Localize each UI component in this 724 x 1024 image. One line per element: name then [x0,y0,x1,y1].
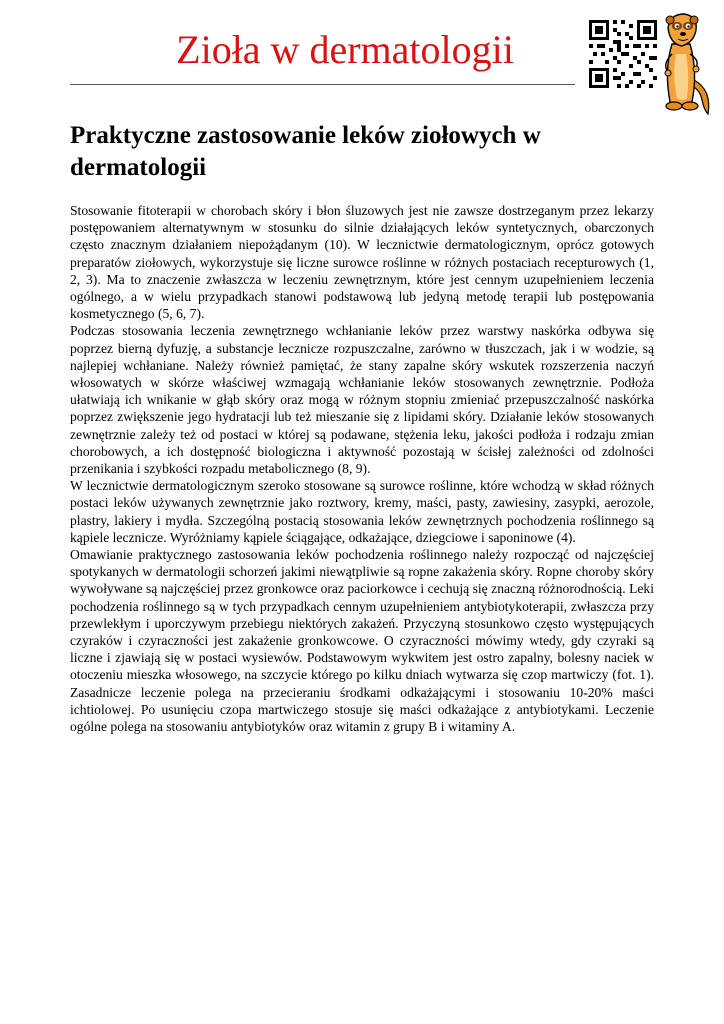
paragraph: Omawianie praktycznego zastosowania leków pochodzenia roślinnego należy rozpocząć od najczęściej spotykanych w dermatologii schorzeń jakimi niewątpliwie są ropne zakażenia skóry. Ropne choroby skóry wywoływane są najczęściej przez gronkowce oraz paciorkowce i cechują się znaczną różnorodnością. Leki pochodzenia roślinnego są w tych przypadkach cennym uzupełnieniem antybiotykoterapii, zwłaszcza przy przewlekłym i uporczywym przebiegu niektórych zakażeń. Przyczyną stosunkowo często występujących czyraków i czyraczności jest zakażenie gronkowcowe. O czyraczności mówimy wtedy, gdy czyraki są liczne i zjawiają się w postaci wysiewów. Podstawowym wykwitem jest ostro zapalny, bolesny naciek w otoczeniu mieszka włosowego, na szczycie którego po kilku dniach wytwarza się czop martwiczy (fot. 1). Zasadnicze leczenie polega na przecieraniu środkami odkażającymi i stosowaniu 10-20% maści ichtiolowej. Po usunięciu czopa martwiczego stosuje się maści odkażające z antybiotykami. Leczenie ogólne polega na stosowaniu antybiotyków oraz witamin z grupy B i witaminy A. [70,547,654,735]
qr-code-icon[interactable] [587,18,659,90]
article-heading: Praktyczne zastosowanie leków ziołowych w dermatologii [70,122,541,181]
article-body [70,202,654,735]
paragraph: Stosowanie fitoterapii w chorobach skóry i błon śluzowych jest nie zawsze dostrzeganym przez lekarzy postępowaniem alternatywnym w stosunku do silnie działających leków syntetycznych, obarczonych często znacznym działaniem niepożądanym (10). W lecznictwie dermatologicznym, oprócz gotowych preparatów ziołowych, wykorzystuje się liczne surowce roślinne w różnych postaciach recepturowych (1, 2, 3). Ma to znaczenie zwłaszcza w leczeniu zewnętrznym, które jest cennym uzupełnieniem leczenia ogólnego, a w wielu przypadkach stanowi podstawową lub jedyną metodę terapii lub postępowania kosmetycznego (5, 6, 7). [70,203,654,322]
paragraph: W lecznictwie dermatologicznym szeroko stosowane są surowce roślinne, które wchodzą w skład różnych postaci leków używanych zewnętrznie jako roztwory, kremy, maści, pasty, zawiesiny, zasypki, aerozole, plastry, lakiery i mydła. Szczególną postacią stosowania leków zewnętrznych pochodzenia roślinnego są kąpiele lecznicze. Wyróżniamy kąpiele ściągające, odkażające, dziegciowe i saponinowe (4). [70,478,654,545]
header-divider [70,84,575,85]
document-title: Zioła w dermatologii [176,27,514,72]
paragraph: Podczas stosowania leczenia zewnętrznego wchłanianie leków przez warstwy naskórka odbywa się poprzez bierną dyfuzję, a substancje lecznicze rozpuszczalne, zarówno w tłuszczach, jak i w wodzie, są najlepiej wchłaniane. Należy również pamiętać, że stany zapalne skóry wskutek rozszerzenia naczyń włosowatych w skórze właściwej wzmagają wchłanianie leków stosowanych zewnętrznie. Podłoża ułatwiają ich wnikanie w głąb skóry oraz mogą w różnym stopniu zmieniać przepuszczalność naskórka poprzez zwiększenie jego hydratacji lub też mieszanie się z lipidami skóry. Działanie leków stosowanych zewnętrznie zależy też od postaci w której są podawane, stężenia leku, jakości podłoża i rodzaju zmian chorobowych, a ich dostępność biologiczna i aktywność pozostają w ścisłej zależności od zdolności przenikania i szybkości rozpadu metabolicznego (8, 9). [70,323,654,477]
meerkat-mascot-icon [650,10,714,118]
